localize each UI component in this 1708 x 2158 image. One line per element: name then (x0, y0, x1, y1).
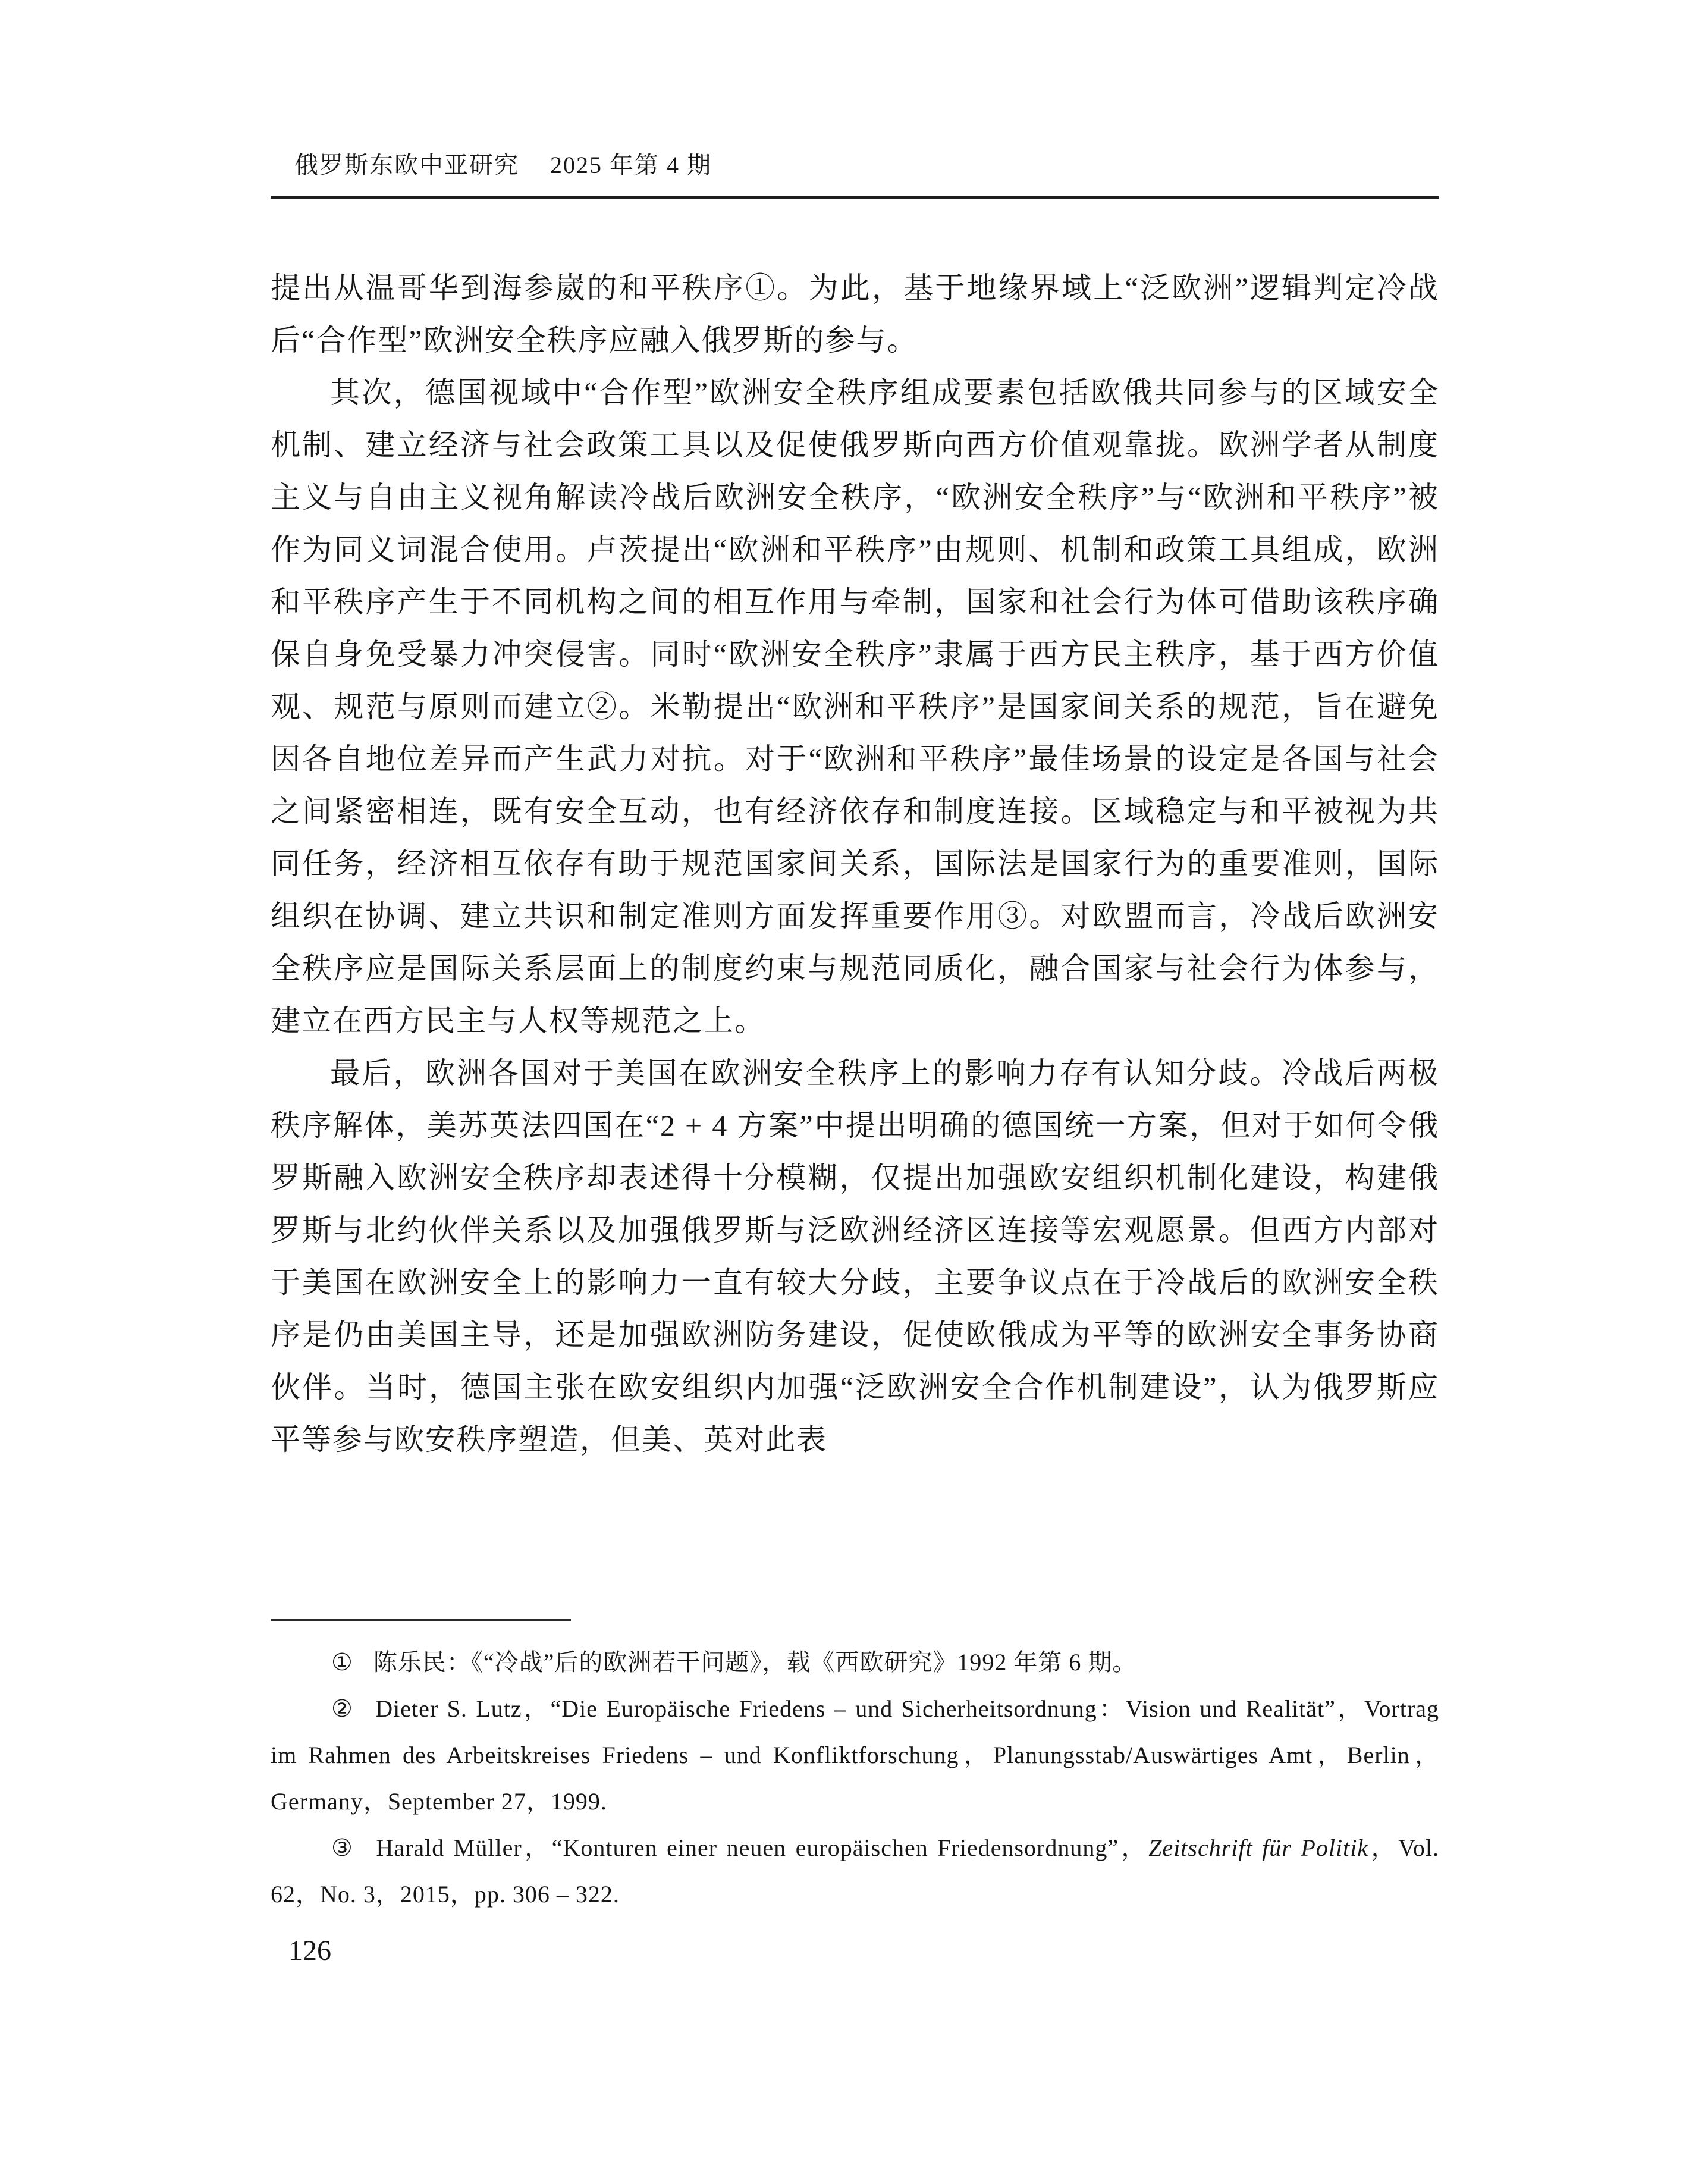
footnotes-block (271, 1639, 1439, 1918)
page-content (271, 0, 1439, 2158)
journal-title: 俄罗斯东欧中亚研究 (294, 152, 519, 178)
article-body (271, 262, 1439, 1466)
footnote-text: 陈乐民：《“冷战”后的欧洲若干问题》，载《西欧研究》1992 年第 6 期。 (373, 1649, 1137, 1676)
body-paragraph: 提出从温哥华到海参崴的和平秩序①。为此，基于地缘界域上“泛欧洲”逻辑判定冷战后“合作型”欧洲安全秩序应融入俄罗斯的参与。 (271, 271, 1439, 357)
header-rule (271, 196, 1439, 199)
footnote-text: ，Vol. 62，No. 3，2015，pp. 306 – 322. (271, 1834, 1440, 1908)
footnote-marker: ② (331, 1695, 356, 1722)
footnote-item (271, 1639, 1439, 1686)
body-paragraph: 最后，欧洲各国对于美国在欧洲安全秩序上的影响力存有认知分歧。冷战后两极秩序解体，美苏英法四国在“2 + 4 方案”中提出明确的德国统一方案，但对于如何令俄罗斯融入欧洲安全秩序却表述得十分模糊，仅提出加强欧安组织机制化建设，构建俄罗斯与北约伙伴关系以及加强俄罗斯与泛欧洲经济区连接等宏观愿景。但西方内部对于美国在欧洲安全上的影响力一直有较大分歧，主要争议点在于冷战后的欧洲安全秩序是仍由美国主导，还是加强欧洲防务建设，促使欧俄成为平等的欧洲安全事务协商伙伴。当时，德国主张在欧安组织内加强“泛欧洲安全合作机制建设”，认为俄罗斯应平等参与欧安秩序塑造，但美、英对此表 (271, 1056, 1439, 1456)
footnote-marker: ① (331, 1649, 353, 1676)
running-header (294, 146, 712, 180)
footnote-journal-name: Zeitschrift für Politik (1148, 1834, 1369, 1861)
footnote-item (271, 1825, 1439, 1918)
footnote-separator-rule (271, 1619, 571, 1621)
footnote-marker: ③ (331, 1834, 356, 1861)
footnote-item (271, 1686, 1439, 1825)
footnote-text: Harald Müller，“Konturen einer neuen europäischen Friedensordnung”， (376, 1834, 1149, 1861)
body-paragraph: 其次，德国视域中“合作型”欧洲安全秩序组成要素包括欧俄共同参与的区域安全机制、建立经济与社会政策工具以及促使俄罗斯向西方价值观靠拢。欧洲学者从制度主义与自由主义视角解读冷战后欧洲安全秩序，“欧洲安全秩序”与“欧洲和平秩序”被作为同义词混合使用。卢茨提出“欧洲和平秩序”由规则、机制和政策工具组成，欧洲和平秩序产生于不同机构之间的相互作用与牵制，国家和社会行为体可借助该秩序确保自身免受暴力冲突侵害。同时“欧洲安全秩序”隶属于西方民主秩序，基于西方价值观、规范与原则而建立②。米勒提出“欧洲和平秩序”是国家间关系的规范，旨在避免因各自地位差异而产生武力对抗。对于“欧洲和平秩序”最佳场景的设定是各国与社会之间紧密相连，既有安全互动，也有经济依存和制度连接。区域稳定与和平被视为共同任务，经济相互依存有助于规范国家间关系，国际法是国家行为的重要准则，国际组织在协调、建立共识和制定准则方面发挥重要作用③。对欧盟而言，冷战后欧洲安全秩序应是国际关系层面上的制度约束与规范同质化，融合国家与社会行为体参与，建立在西方民主与人权等规范之上。 (271, 376, 1439, 1037)
page-number: 126 (288, 1935, 331, 1966)
issue-label: 2025 年第 4 期 (550, 152, 712, 178)
footnote-text: Dieter S. Lutz，“Die Europäische Friedens – und Sicherheitsordnung：Vision und Realität”，Vortrag im Rahmen des Arbeitskreises Friedens – und Konfliktforschung，Planungsstab/Auswärtiges Amt，Berlin，Germany，September 27，1999. (271, 1695, 1439, 1815)
